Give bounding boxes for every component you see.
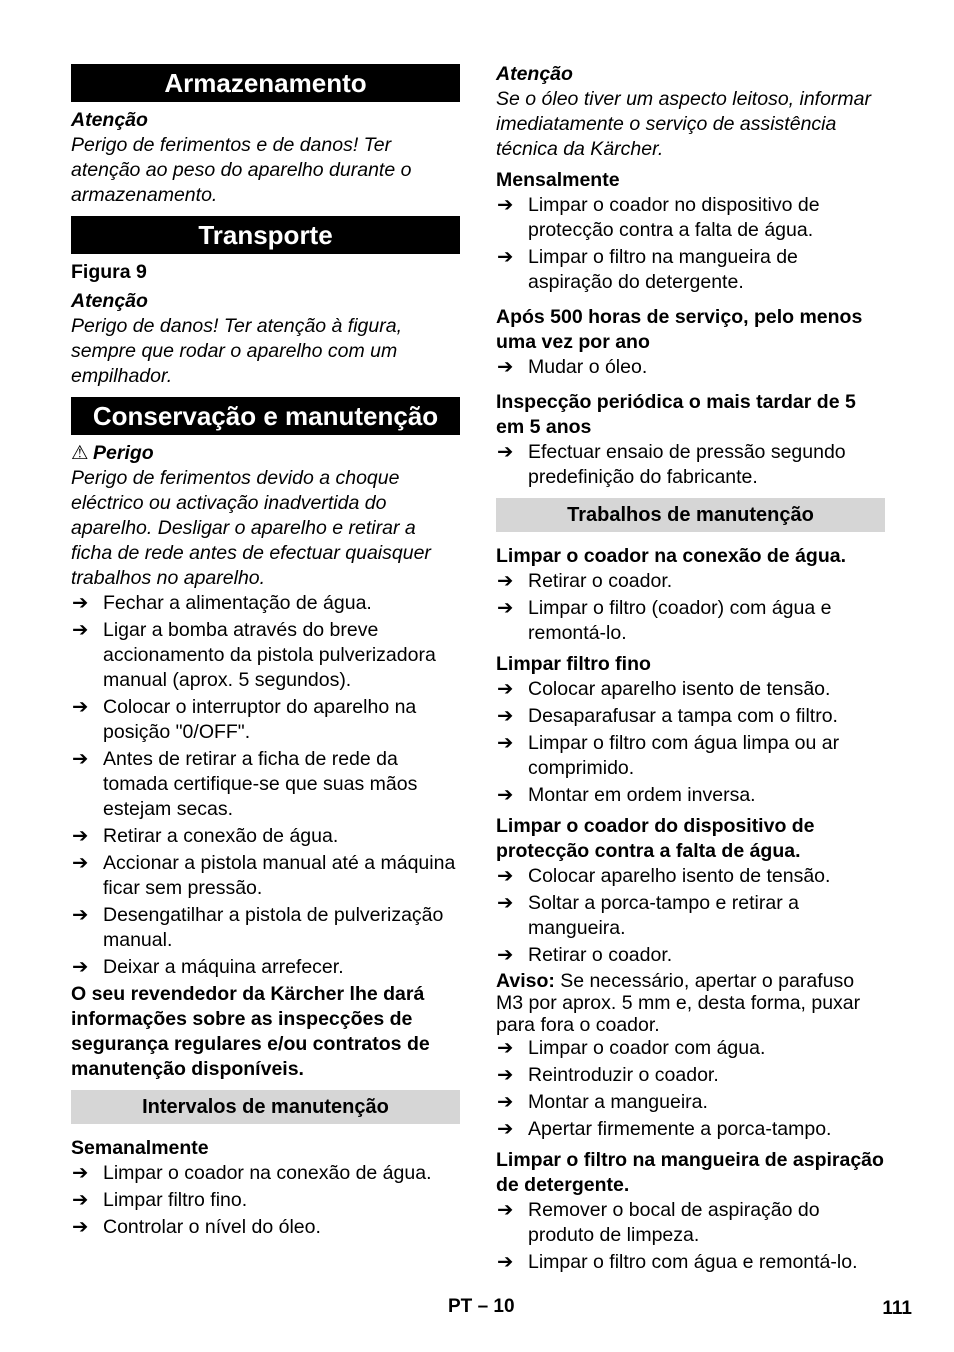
list-item bbox=[496, 943, 885, 968]
step-list bbox=[71, 591, 460, 980]
heading-intervalos: Intervalos de manutenção bbox=[71, 1090, 460, 1124]
list-item bbox=[71, 1161, 460, 1186]
step-list bbox=[496, 677, 885, 808]
arrow-icon: ➔ bbox=[72, 619, 89, 641]
danger-label-text: Perigo bbox=[93, 442, 154, 464]
list-item-text: Soltar a porca-tampo e retirar a mangueira. bbox=[528, 892, 799, 939]
list-item-text: Limpar o filtro com água e remontá-lo. bbox=[528, 1251, 858, 1273]
list-item bbox=[71, 695, 460, 745]
footer-dash: – bbox=[477, 1296, 489, 1317]
note-label: Aviso: bbox=[496, 970, 555, 992]
filtro-mangueira-label: Limpar o filtro na mangueira de aspiração de detergente. bbox=[496, 1149, 884, 1196]
arrow-icon: ➔ bbox=[497, 1091, 514, 1113]
yearly-label: Após 500 horas de serviço, pelo menos uma vez por ano bbox=[496, 306, 863, 353]
arrow-icon: ➔ bbox=[497, 1251, 514, 1273]
heading-transporte: Transporte bbox=[71, 216, 460, 254]
arrow-icon: ➔ bbox=[72, 1162, 89, 1184]
language-code: PT bbox=[448, 1296, 473, 1317]
step-list bbox=[496, 1198, 885, 1275]
list-item bbox=[496, 440, 885, 490]
arrow-icon: ➔ bbox=[497, 865, 514, 887]
list-item-text: Retirar o coador. bbox=[528, 944, 673, 966]
note-text: Se necessário, apertar o parafuso M3 por aprox. 5 mm e, desta forma, puxar para fora o coador. bbox=[496, 970, 861, 1036]
attention-label: Atenção bbox=[71, 290, 148, 312]
list-item bbox=[71, 747, 460, 822]
attention-label: Atenção bbox=[71, 109, 148, 131]
step-list bbox=[71, 1161, 460, 1240]
list-item-text: Antes de retirar a ficha de rede da tomada certifique-se que suas mãos estejam secas. bbox=[103, 748, 418, 820]
arrow-icon: ➔ bbox=[497, 1064, 514, 1086]
inspection-label: Inspecção periódica o mais tardar de 5 em 5 anos bbox=[496, 391, 856, 438]
step-list bbox=[496, 355, 885, 380]
step-list bbox=[496, 569, 885, 646]
list-item-text: Retirar a conexão de água. bbox=[103, 825, 339, 847]
arrow-icon: ➔ bbox=[497, 356, 514, 378]
list-item bbox=[496, 193, 885, 243]
arrow-icon: ➔ bbox=[497, 246, 514, 268]
list-item-text: Ligar a bomba através do breve accionamento da pistola pulverizadora manual (aprox. 5 segundos). bbox=[103, 619, 436, 691]
list-item-text: Controlar o nível do óleo. bbox=[103, 1216, 321, 1238]
arrow-icon: ➔ bbox=[72, 825, 89, 847]
section-page-number: 10 bbox=[493, 1296, 515, 1317]
page-number: 111 bbox=[882, 1298, 912, 1319]
monthly-label: Mensalmente bbox=[496, 169, 620, 191]
arrow-icon: ➔ bbox=[497, 1037, 514, 1059]
list-item bbox=[496, 245, 885, 295]
attention-label: Atenção bbox=[496, 63, 573, 85]
list-item bbox=[71, 591, 460, 616]
step-list bbox=[496, 193, 885, 295]
arrow-icon: ➔ bbox=[497, 678, 514, 700]
arrow-icon: ➔ bbox=[497, 441, 514, 463]
list-item bbox=[496, 1250, 885, 1275]
list-item-text: Colocar aparelho isento de tensão. bbox=[528, 678, 831, 700]
arrow-icon: ➔ bbox=[72, 852, 89, 874]
arrow-icon: ➔ bbox=[72, 904, 89, 926]
list-item-text: Limpar o coador no dispositivo de protecção contra a falta de água. bbox=[528, 194, 820, 241]
list-item-text: Apertar firmemente a porca-tampo. bbox=[528, 1118, 832, 1140]
list-item bbox=[71, 618, 460, 693]
list-item-text: Retirar o coador. bbox=[528, 570, 673, 592]
arrow-icon: ➔ bbox=[72, 956, 89, 978]
coador-agua-label: Limpar o coador na conexão de água. bbox=[496, 545, 847, 567]
list-item bbox=[71, 955, 460, 980]
danger-label bbox=[71, 441, 460, 466]
list-item-text: Remover o bocal de aspiração do produto de limpeza. bbox=[528, 1199, 820, 1246]
arrow-icon: ➔ bbox=[497, 1199, 514, 1221]
note-paragraph bbox=[496, 970, 885, 1036]
list-item bbox=[71, 851, 460, 901]
arrow-icon: ➔ bbox=[497, 732, 514, 754]
list-item-text: Deixar a máquina arrefecer. bbox=[103, 956, 344, 978]
list-item-text: Mudar o óleo. bbox=[528, 356, 648, 378]
list-item bbox=[496, 1090, 885, 1115]
list-item bbox=[496, 1036, 885, 1061]
coador-protecao-label: Limpar o coador do dispositivo de protecção contra a falta de água. bbox=[496, 815, 815, 862]
list-item-text: Limpar o filtro na mangueira de aspiração do detergente. bbox=[528, 246, 798, 293]
list-item-text: Limpar filtro fino. bbox=[103, 1189, 248, 1211]
list-item bbox=[496, 1198, 885, 1248]
step-list bbox=[496, 440, 885, 490]
weekly-label: Semanalmente bbox=[71, 1137, 209, 1159]
list-item bbox=[496, 864, 885, 889]
arrow-icon: ➔ bbox=[497, 194, 514, 216]
heading-trabalhos: Trabalhos de manutenção bbox=[496, 498, 885, 532]
list-item-text: Desengatilhar a pistola de pulverização manual. bbox=[103, 904, 444, 951]
list-item bbox=[71, 1215, 460, 1240]
list-item-text: Montar em ordem inversa. bbox=[528, 784, 756, 806]
list-item bbox=[71, 824, 460, 849]
arrow-icon: ➔ bbox=[497, 892, 514, 914]
list-item bbox=[496, 1063, 885, 1088]
attention-text: Perigo de ferimentos e de danos! Ter atenção ao peso do aparelho durante o armazenamento. bbox=[71, 134, 412, 206]
list-item-text: Reintroduzir o coador. bbox=[528, 1064, 719, 1086]
attention-text: Se o óleo tiver um aspecto leitoso, informar imediatamente o serviço de assistência técnica da Kärcher. bbox=[496, 88, 872, 160]
page-footer bbox=[448, 1294, 515, 1319]
figure-reference: Figura 9 bbox=[71, 261, 147, 283]
list-item bbox=[496, 783, 885, 808]
list-item bbox=[71, 1188, 460, 1213]
list-item-text: Desaparafusar a tampa com o filtro. bbox=[528, 705, 838, 727]
heading-armazenamento: Armazenamento bbox=[71, 64, 460, 102]
list-item-text: Limpar o coador na conexão de água. bbox=[103, 1162, 432, 1184]
list-item bbox=[71, 903, 460, 953]
arrow-icon: ➔ bbox=[497, 944, 514, 966]
arrow-icon: ➔ bbox=[72, 1189, 89, 1211]
list-item bbox=[496, 569, 885, 594]
list-item-text: Limpar o coador com água. bbox=[528, 1037, 766, 1059]
danger-text: Perigo de ferimentos devido a choque eléctrico ou activação inadvertida do aparelho. Desligar o aparelho e retirar a ficha de rede antes de efectuar quaisquer trabalhos no aparelho. bbox=[71, 467, 431, 589]
step-list bbox=[496, 864, 885, 968]
attention-text: Perigo de danos! Ter atenção à figura, sempre que rodar o aparelho com um empilhador. bbox=[71, 315, 403, 387]
list-item-text: Colocar o interruptor do aparelho na posição "0/OFF". bbox=[103, 696, 417, 743]
list-item bbox=[496, 677, 885, 702]
right-column bbox=[496, 62, 885, 1277]
list-item bbox=[496, 704, 885, 729]
dealer-note: O seu revendedor da Kärcher lhe dará informações sobre as inspecções de segurança regulares e/ou contratos de manutenção disponíveis. bbox=[71, 983, 430, 1080]
filtro-fino-label: Limpar filtro fino bbox=[496, 653, 651, 675]
arrow-icon: ➔ bbox=[72, 592, 89, 614]
list-item-text: Limpar o filtro (coador) com água e remontá-lo. bbox=[528, 597, 832, 644]
arrow-icon: ➔ bbox=[72, 748, 89, 770]
step-list bbox=[496, 1036, 885, 1142]
list-item bbox=[496, 731, 885, 781]
arrow-icon: ➔ bbox=[72, 696, 89, 718]
left-column bbox=[71, 62, 460, 1242]
heading-conservacao: Conservação e manutenção bbox=[71, 397, 460, 435]
list-item bbox=[496, 596, 885, 646]
list-item-text: Fechar a alimentação de água. bbox=[103, 592, 372, 614]
list-item bbox=[496, 1117, 885, 1142]
arrow-icon: ➔ bbox=[497, 570, 514, 592]
list-item-text: Limpar o filtro com água limpa ou ar comprimido. bbox=[528, 732, 840, 779]
arrow-icon: ➔ bbox=[497, 597, 514, 619]
list-item bbox=[496, 891, 885, 941]
list-item bbox=[496, 355, 885, 380]
list-item-text: Efectuar ensaio de pressão segundo predefinição do fabricante. bbox=[528, 441, 846, 488]
list-item-text: Montar a mangueira. bbox=[528, 1091, 708, 1113]
list-item-text: Colocar aparelho isento de tensão. bbox=[528, 865, 831, 887]
arrow-icon: ➔ bbox=[497, 705, 514, 727]
arrow-icon: ➔ bbox=[497, 1118, 514, 1140]
arrow-icon: ➔ bbox=[497, 784, 514, 806]
list-item-text: Accionar a pistola manual até a máquina ficar sem pressão. bbox=[103, 852, 456, 899]
arrow-icon: ➔ bbox=[72, 1216, 89, 1238]
warning-triangle-icon: ⚠ bbox=[71, 442, 89, 464]
